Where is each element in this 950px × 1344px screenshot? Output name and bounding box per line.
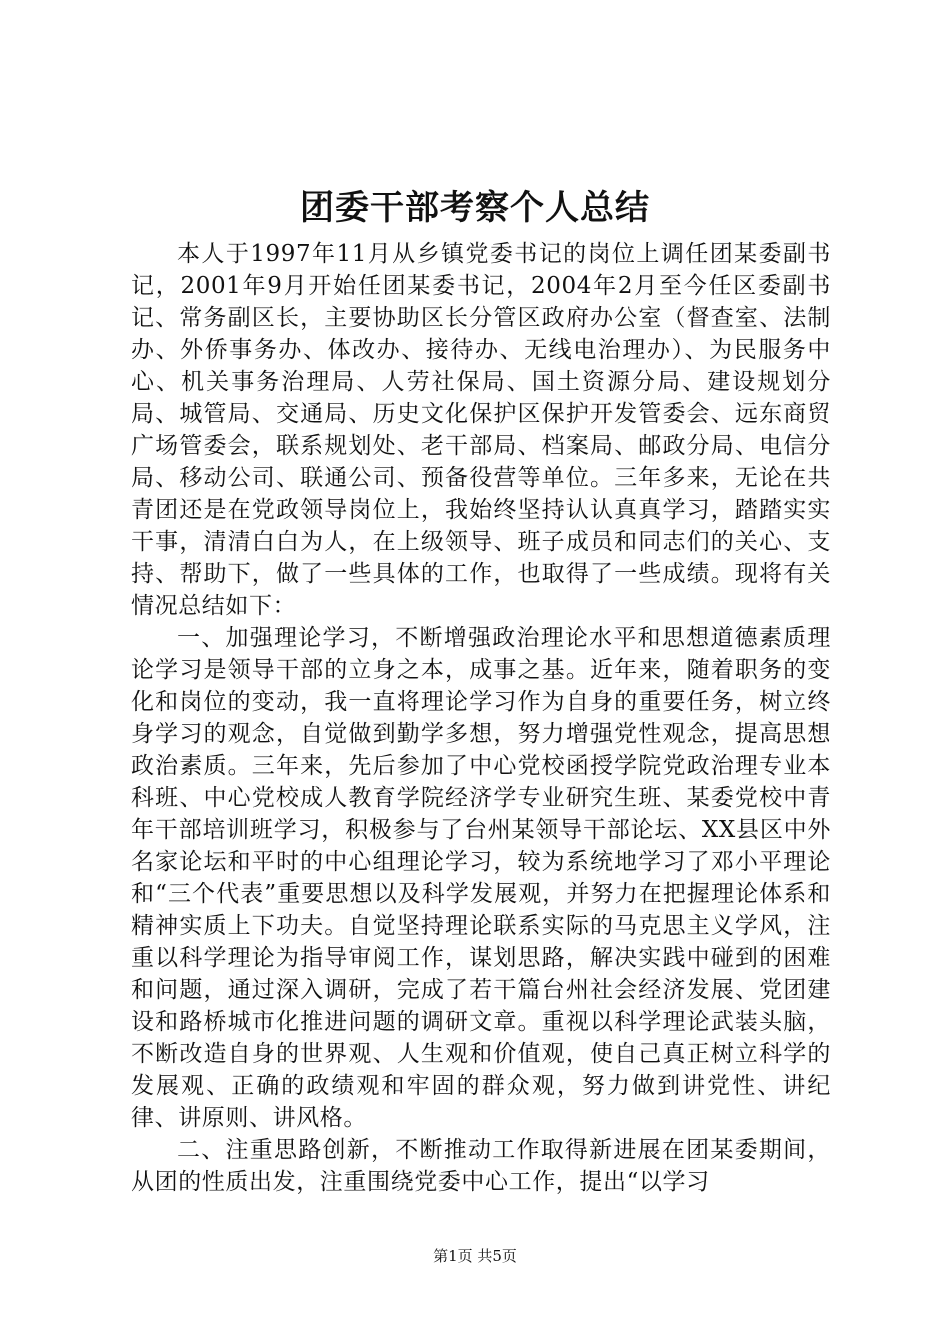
paragraph-section-1: 一、加强理论学习，不断增强政治理论水平和思想道德素质理论学习是领导干部的立身之本，成事之基。近年来，随着职务的变化和岗位的变动，我一直将理论学习作为自身的重要任务，树立终身学习的观念，自觉做到勤学多想，努力增强党性观念，提高思想政治素质。三年来，先后参加了中心党校函授学院党政治理专业本科班、中心党校成人教育学院经济学专业研究生班、某委党校中青年干部培训班学习，积极参与了台州某领导干部论坛、XX县区中外名家论坛和平时的中心组理论学习，较为系统地学习了邓小平理论和“三个代表”重要思想以及科学发展观，并努力在把握理论体系和精神实质上下功夫。自觉坚持理论联系实际的马克思主义学风，注重以科学理论为指导审阅工作，谋划思路，解决实践中碰到的困难和问题，通过深入调研，完成了若干篇台州社会经济发展、党团建设和路桥城市化推进问题的调研文章。重视以科学理论武装头脑，不断改造自身的世界观、人生观和价值观，使自己真正树立科学的发展观、正确的政绩观和牢固的群众观，努力做到讲党性、讲纪律、讲原则、讲风格。 (131, 625, 831, 1131)
document-body (131, 238, 831, 1198)
page-footer: 第1页 共5页 (433, 1247, 517, 1265)
paragraph-intro: 本人于1997年11月从乡镇党委书记的岗位上调任团某委副书记，2001年9月开始任团某委书记，2004年2月至今任区委副书记、常务副区长，主要协助区长分管区政府办公室（督查室、法制办、外侨事务办、体改办、接待办、无线电治理办）、为民服务中心、机关事务治理局、人劳社保局、国土资源分局、建设规划分局、城管局、交通局、历史文化保护区保护开发管委会、远东商贸广场管委会，联系规划处、老干部局、档案局、邮政分局、电信分局、移动公司、联通公司、预备役营等单位。三年多来，无论在共青团还是在党政领导岗位上，我始终坚持认认真真学习，踏踏实实干事，清清白白为人，在上级领导、班子成员和同志们的关心、支持、帮助下，做了一些具体的工作，也取得了一些成绩。现将有关情况总结如下： (131, 241, 831, 619)
document-title: 团委干部考察个人总结 (300, 188, 650, 228)
paragraph-section-2: 二、注重思路创新，不断推动工作取得新进展在团某委期间，从团的性质出发，注重围绕党委中心工作，提出“以学习 (131, 1137, 831, 1195)
